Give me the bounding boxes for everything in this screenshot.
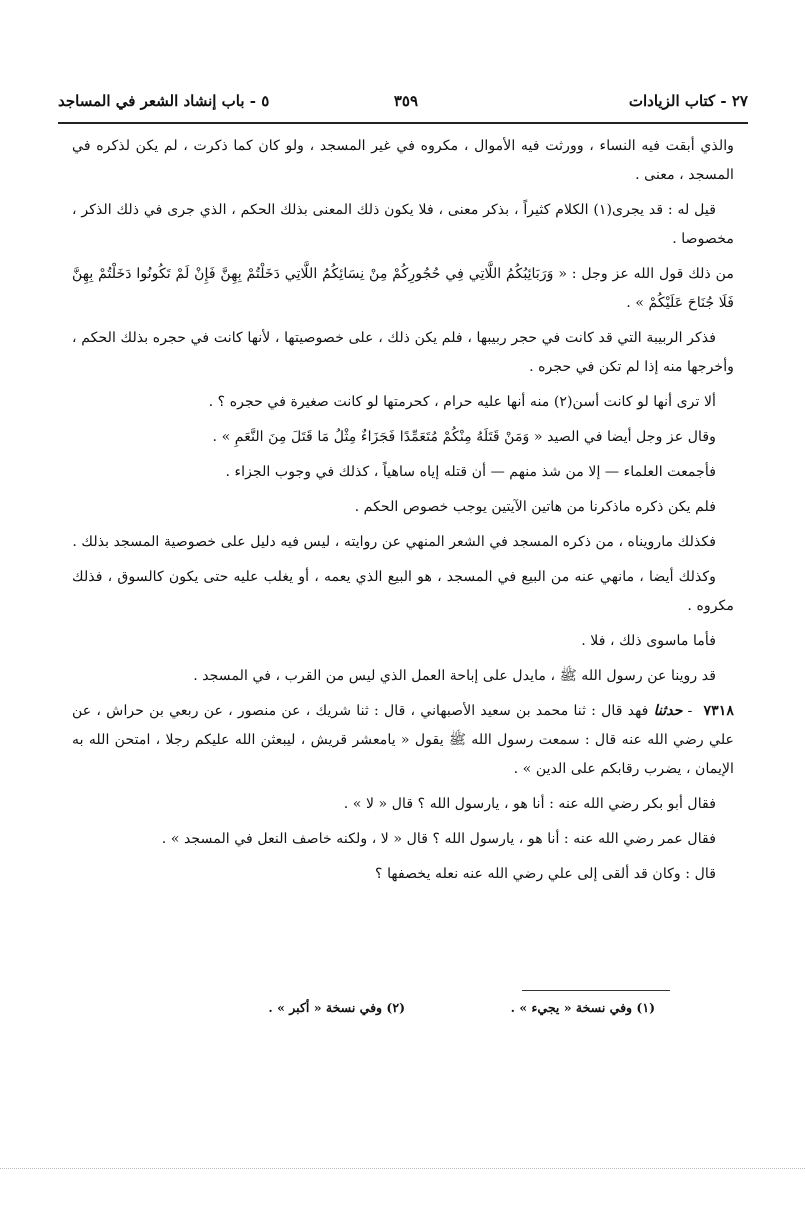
hadith-number: ٧٣١٨	[703, 703, 734, 719]
paragraph: والذي أبقت فيه النساء ، وورثت فيه الأموال ، مكروه في غير المسجد ، ولو كان كما ذكرت ، لم يكن لذكره في المسجد ، معنى .	[72, 138, 734, 183]
paragraph: فقال أبو بكر رضي الله عنه : أنا هو ، يارسول الله ؟ قال « لا » .	[343, 796, 716, 812]
header-rule	[58, 122, 748, 124]
paragraph: فقال عمر رضي الله عنه : أنا هو ، يارسول الله ؟ قال « لا ، ولكنه خاصف النعل في المسجد » .	[161, 831, 716, 847]
page-body	[72, 132, 734, 895]
paragraph: فلم يكن ذكره ماذكرنا من هاتين الآيتين يوجب خصوص الحكم .	[354, 499, 716, 515]
page-number: ٣٥٩	[393, 92, 418, 110]
paragraph: من ذلك قول الله عز وجل : « وَرَبَائِبُكُمُ اللَّاتِي فِي حُجُورِكُمْ مِنْ نِسَائِكُمُ اللَّاتِي دَخَلْتُمْ بِهِنَّ فَإِنْ لَمْ تَكُونُوا دَخَلْتُمْ بِهِنَّ فَلَا جُنَاحَ عَلَيْكُمْ » .	[72, 266, 734, 311]
hadith-text: فهد قال : ثنا محمد بن سعيد الأصبهاني ، قال : ثنا شريك ، عن منصور ، عن ربعي بن حراش ، عن علي رضي الله عنه قال : سمعت رسول الله ﷺ يقول « يامعشر قريش ، ليبعثن الله عليكم رجلا ، امتحن الله به الإيمان ، يضرب رقابكم على الدين » .	[72, 703, 734, 777]
paragraph: ألا ترى أنها لو كانت أسن(٢) منه أنها عليه حرام ، كحرمتها لو كانت صغيرة في حجره ؟ .	[208, 394, 716, 410]
paragraph: فكذلك مارويناه ، من ذكره المسجد في الشعر المنهي عن روايته ، ليس فيه دليل على خصوصية المسجد بذلك .	[72, 534, 716, 550]
paragraph: قال : وكان قد ألقى إلى علي رضي الله عنه نعله يخصفها ؟	[375, 866, 716, 882]
paragraph: قد روينا عن رسول الله ﷺ ، مايدل على إباحة العمل الذي ليس من القرب ، في المسجد .	[193, 668, 716, 684]
paragraph: قيل له : قد يجرى(١) الكلام كثيراً ، بذكر معنى ، فلا يكون ذلك المعنى بذلك الحكم ، الذي جرى في ذلك الذكر ، مخصوصا .	[72, 202, 734, 247]
scan-bottom-edge	[0, 1168, 805, 1169]
paragraph: وكذلك أيضا ، مانهي عنه من البيع في المسجد ، هو البيع الذي يعمه ، أو يغلب عليه حتى يكون كالسوق ، فذلك مكروه .	[72, 569, 734, 614]
paragraph: فذكر الربيبة التي قد كانت في حجر ربيبها ، فلم يكن ذلك ، على خصوصيتها ، لأنها كانت في حجره بذلك الحكم ، وأخرجها منه إذا لم تكن في حجره .	[72, 330, 734, 375]
footnote-2: (٢) وفي نسخة « أكبر » .	[268, 1000, 405, 1015]
footnote-rule	[522, 990, 670, 991]
page-header	[58, 92, 748, 120]
hadith-paragraph: ٧٣١٨ - حدثنا فهد قال : ثنا محمد بن سعيد الأصبهاني ، قال : ثنا شريك ، عن منصور ، عن ربعي بن حراش ، عن علي رضي الله عنه قال : سمعت رسول الله ﷺ يقول « يامعشر قريش ، ليبعثن الله عليكم رجلا ، امتحن الله به الإيمان ، يضرب رقابكم على الدين » .	[72, 703, 734, 777]
paragraph: وقال عز وجل أيضا في الصيد « وَمَنْ قَتَلَهُ مِنْكُمْ مُتَعَمِّدًا فَجَزَاءٌ مِثْلُ مَا قَتَلَ مِنَ النَّعَمِ » .	[212, 429, 716, 445]
paragraph: فأجمعت العلماء — إلا من شذ منهم — أن قتله إياه ساهياً ، كذلك في وجوب الجزاء .	[225, 464, 716, 480]
paragraph: فأما ماسوى ذلك ، فلا .	[581, 633, 716, 649]
footnote-1: (١) وفي نسخة « يجيء » .	[510, 1000, 655, 1015]
book-title: ٢٧ - كتاب الزيادات	[628, 92, 748, 110]
chapter-title: ٥ - باب إنشاد الشعر في المساجد	[58, 92, 270, 110]
hadith-lead: حدثنا	[653, 703, 683, 719]
